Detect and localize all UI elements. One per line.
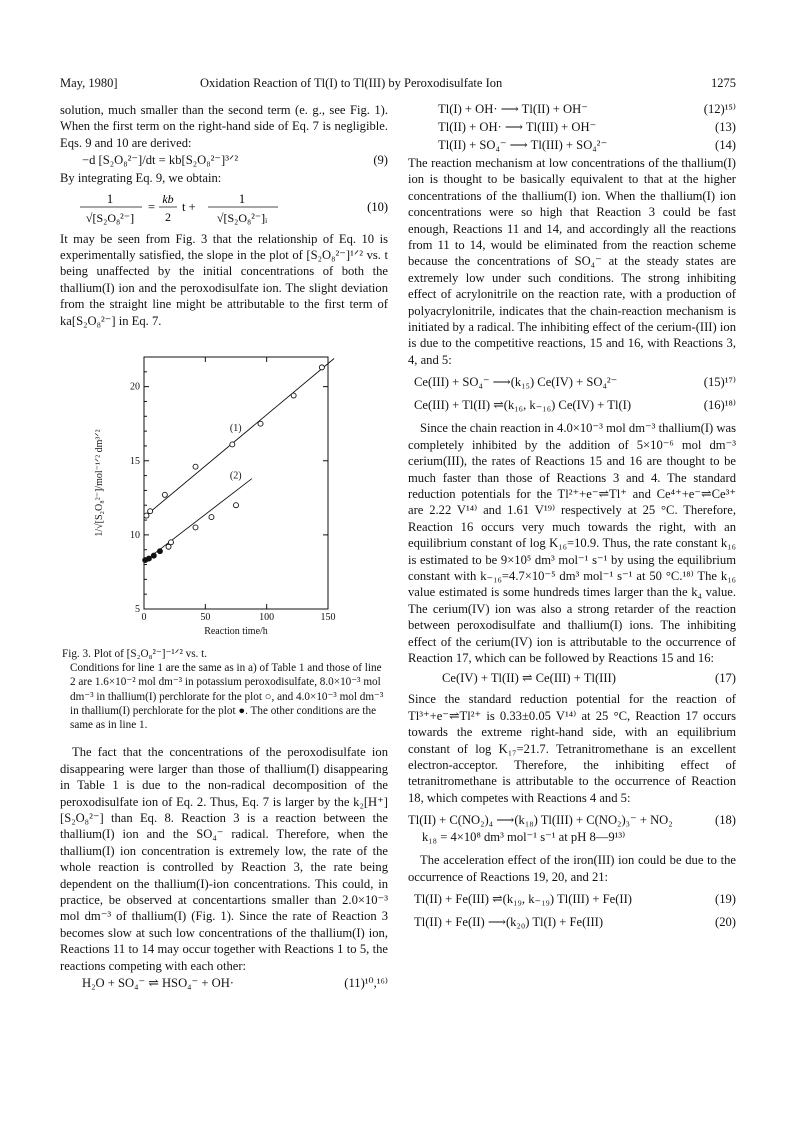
fit-line-1 [144, 359, 334, 518]
left-paragraph-2: By integrating Eq. 9, we obtain: [60, 171, 222, 186]
line-label-1: (1) [229, 423, 242, 435]
equation-16: Ce(III) + Tl(II) ⇌(k₁₆, k₋₁₆) Ce(IV) + Tl(I) (16)¹⁸⁾ [414, 398, 736, 413]
y-tick-label: 15 [130, 455, 140, 467]
equation-20: Tl(II) + Fe(II) ⟶(k₂₀) Tl(I) + Fe(III) (20) [414, 915, 736, 930]
line-label-2: (2) [229, 470, 242, 482]
caption-body: Conditions for line 1 are the same as in a) of Table 1 and those of line 2 are 1.6×10⁻² mol dm⁻³ in potassium peroxodisulfate, 8.0×10⁻³ mol dm⁻³ in thallium(I) perchlorate for the plot ○, and 4.0×10⁻³ mol dm⁻³ in thallium(I) perchlorate for the plot ●. The other conditions are the same as in line 1. [70, 662, 384, 732]
svg-text:=: = [148, 199, 156, 214]
header-date: May, 1980] [60, 76, 118, 90]
running-header [60, 76, 736, 94]
x-tick-label: 100 [259, 612, 275, 624]
svg-text:(10): (10) [367, 199, 388, 214]
left-paragraph-4: The fact that the concentrations of the peroxodisulfate ion disappearing were larger than those of thallium(I) disappearing in Table 1 is due to the non-radical decomposition of the peroxodisulfate ion of Eq. 2. Thus, Eq. 7 is larger by the k₂[H⁺] [S₂O₈²⁻] than Eq. 8. Reaction 3 is a reaction between the thallium(I) ion and the SO₄⁻ radical. Therefore, when the thallium(I) ion concentration is extremely low, the rate of the whole reaction is controlled by Reaction 3, the rate being dependent on the thallium(I)-ion concentrations. This could, in practice, be observed at concentartions smaller than 2.0×10⁻³ mol dm⁻³ of thallium(I) (Fig. 1). Since the rate of Reaction 3 becomes slow at such low concentrations of the thallium(I) ion, Reactions 11 to 14 may occur together with Reactions 1 to 5, the reactions competing with each other: [60, 745, 388, 973]
right-paragraph-2: Since the chain reaction in 4.0×10⁻³ mol dm⁻³ thallium(I) was completely inhibited by the addition of 5×10⁻⁶ mol dm⁻³ cerium(III), the rates of Reactions 15 and 16 are thought to be much faster than those of Reactions 3 and 4. The standard reduction potentials for the Tl²⁺+e⁻⇌Tl⁺ and Ce⁴⁺+e⁻⇌Ce³⁺ are 2.22 V¹⁴⁾ and 1.61 V¹⁹⁾ respectively at 25 °C. Therefore, Reaction 16 occurs very much towards the right, with an equilibrium constant of log K₁₆=10.9. Thus, the rate constant k₁₆ is estimated to be 9×10⁵ dm³ mol⁻¹ s⁻¹ by using the equilibrium constant with k₋₁₆=4.7×10⁻⁵ dm³ mol⁻¹ s⁻¹ at 50 °C.¹⁸⁾ The k₁₆ value estimated is some hundreds times larger than the k₄ value. The cerium(IV) ion was also a strong retarder of the reaction between peroxodisulfate and thallium(I) ions. The inhibiting effect of the cerium(IV) ion is attributable to the occurrence of Reaction 17, which can be followed by Reactions 15 and 16: [408, 421, 736, 665]
y-tick-label: 5 [135, 604, 140, 616]
x-tick-label: 0 [141, 612, 147, 624]
equation-13: Tl(II) + OH· ⟶ Tl(III) + OH⁻ (13) [438, 120, 736, 134]
figure-3-plot [60, 339, 388, 639]
header-title: Oxidation Reaction of Tl(I) to Tl(III) by Peroxodisulfate Ion [200, 76, 503, 90]
y-axis-label: 1/√[S₂O₈²⁻]/mol⁻¹ᐟ² dm³ᐟ² [94, 429, 105, 537]
x-tick-label: 50 [200, 612, 211, 624]
equation-19: Tl(II) + Fe(III) ⇌(k₁₉, k₋₁₉) Tl(III) + Fe(II) (19) [414, 892, 736, 907]
equation-10-graphic [60, 190, 388, 228]
open-data-point [162, 492, 167, 497]
equation-18: Tl(II) + C(NO₂)₄ ⟶(k₁₈) Tl(III) + C(NO₂)₃⁻ + NO₂ (18) [408, 813, 736, 828]
figure-3-svg [60, 339, 388, 639]
equation-17: Ce(IV) + Tl(II) ⇌ Ce(III) + Tl(III) (17) [442, 671, 736, 686]
filled-data-point [157, 549, 162, 554]
left-paragraph-1: solution, much smaller than the second term (e. g., see Fig. 1). When the first term on the right-hand side of Eq. 7 is negligible. Eqs. 9 and 10 are derived: [60, 103, 388, 150]
open-data-point [168, 540, 173, 545]
caption-title: Fig. 3. Plot of [S₂O₈²⁻]⁻¹ᐟ² vs. t. [62, 648, 208, 661]
right-paragraph-4: The acceleration effect of the iron(III) ion could be due to the occurrence of Reactions 19, 20, and 21: [408, 853, 736, 884]
open-data-point [144, 513, 149, 518]
equation-11: H₂O + SO₄⁻ ⇌ HSO₄⁻ + OH· (11)¹⁰,¹⁶⁾ [82, 975, 388, 990]
page-number: 1275 [711, 76, 736, 90]
left-paragraph-3: It may be seen from Fig. 3 that the relationship of Eq. 10 is experimentally satisfied, the slope in the plot of [S₂O₈²⁻]¹ᐟ² vs. t being unaffected by the initial concentrations of both the thallium(I) ion and the peroxodisulfate ion. The slight deviation from the straight line might be attributable to the first term of ka[S₂O₈²⁻] in Eq. 7. [60, 231, 388, 328]
filled-data-point [151, 553, 156, 558]
equation-9: −d [S₂O₈²⁻]/dt = kb[S₂O₈²⁻]³ᐟ² (9) [82, 153, 388, 168]
equation-10 [60, 190, 388, 228]
open-data-point [291, 393, 296, 398]
open-data-point [148, 509, 153, 514]
open-data-point [258, 421, 263, 426]
open-data-point [319, 365, 324, 370]
svg-text:1: 1 [106, 191, 114, 206]
right-paragraph-1: The reaction mechanism at low concentrations of the thallium(I) ion is thought to be basically equivalent to that at the higher concentrations of the thallium(I) ion. When the thallium(I) ion concentrations were so high that Reaction 3 could be fast enough, Reactions 11 and 14, and accordingly all the reactions from 11 to 14, would be eliminated from the reaction scheme because the concentrations of SO₄⁻ at the steady states are extremely low under such conditions. The strong inhibiting effect of acrylonitrile on the reaction rate, with a production of polyacrylonitrile, indicates that the chain-reaction mechanism is initiated by a radical. The inhibiting effect of the cerium-(III) ion is due to the competitive reactions, 15 and 16, with Reactions 3, 4, and 5: [408, 156, 736, 367]
y-tick-label: 20 [130, 381, 140, 393]
y-tick-label: 10 [130, 529, 140, 541]
open-data-point [193, 525, 198, 530]
open-data-point [209, 515, 214, 520]
equation-12: Tl(I) + OH· ⟶ Tl(II) + OH⁻ (12)¹⁵⁾ [438, 102, 736, 116]
right-paragraph-3: Since the standard reduction potential for the reaction of Tl³⁺+e⁻⇌Tl²⁺ is 0.33±0.05 V¹⁴⁾ at 25 °C, Reaction 17 occurs towards the extreme right-hand side, with an equilibrium constant of log K₁₇=21.7. Tetranitromethane is an excellent electron-acceptor. Therefore, the inhibiting effect of tetranitromethane is attributable to the occurrence of Reaction 18, which competes with Reactions 4 and 5: [408, 692, 736, 805]
open-data-point [234, 503, 239, 508]
svg-text:2: 2 [165, 209, 171, 224]
equation-18-constant: k₁₈ = 4×10⁸ dm³ mol⁻¹ s⁻¹ at pH 8—9¹³⁾ [422, 830, 626, 845]
equation-15: Ce(III) + SO₄⁻ ⟶(k₁₅) Ce(IV) + SO₄²⁻ (15)¹⁷⁾ [414, 375, 736, 390]
left-column [60, 102, 388, 993]
figure-3-caption [60, 647, 388, 732]
plot-frame [144, 357, 328, 609]
svg-text:t +: t + [182, 199, 196, 214]
x-axis-label: Reaction time/h [204, 626, 268, 638]
svg-text:1: 1 [238, 191, 246, 206]
x-tick-label: 150 [320, 612, 336, 624]
open-data-point [230, 442, 235, 447]
filled-data-point [146, 556, 151, 561]
svg-text:√[S₂O₈²⁻]ᵢ: √[S₂O₈²⁻]ᵢ [216, 210, 268, 225]
right-column [408, 100, 736, 937]
svg-text:√[S₂O₈²⁻]: √[S₂O₈²⁻] [85, 210, 135, 225]
equation-14: Tl(II) + SO₄⁻ ⟶ Tl(III) + SO₄²⁻ (14) [438, 138, 736, 152]
open-data-point [193, 464, 198, 469]
svg-text:kb: kb [162, 191, 174, 206]
